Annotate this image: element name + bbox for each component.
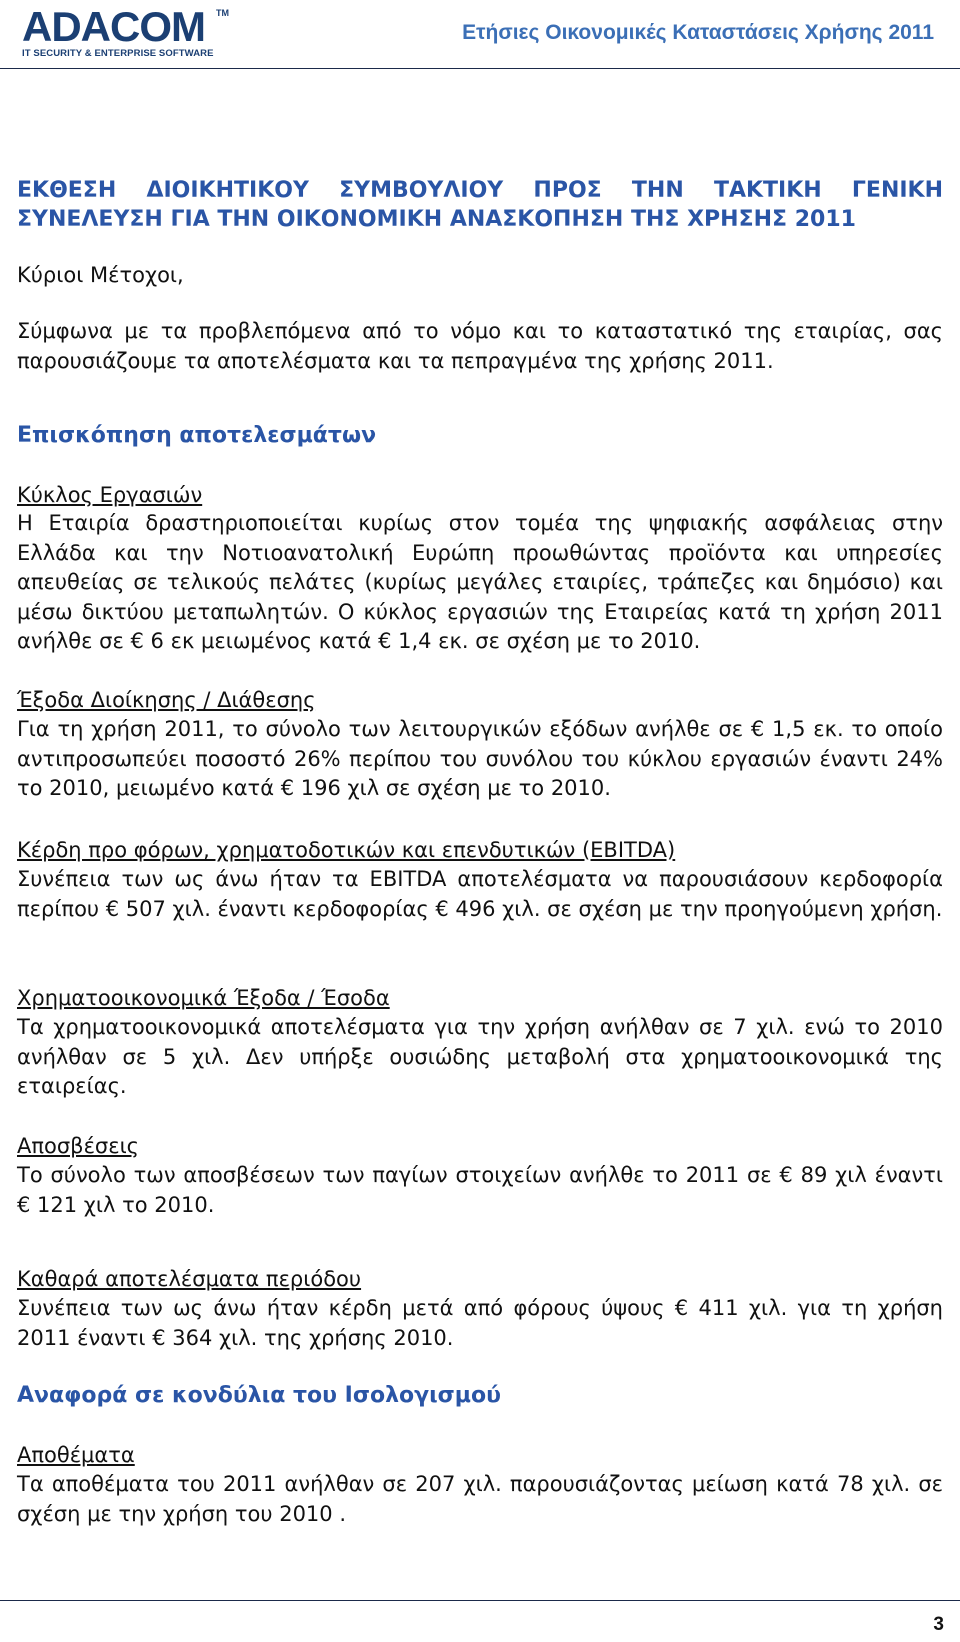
header-divider	[0, 68, 960, 69]
paragraph-depreciation: Το σύνολο των αποσβέσεων των παγίων στοιχείων ανήλθε το 2011 σε € 89 χιλ έναντι € 121 χιλ το 2010.	[17, 1163, 943, 1217]
salutation: Κύριοι Μέτοχοι,	[17, 263, 184, 287]
section-results-overview: Επισκόπηση αποτελεσμάτων	[17, 423, 377, 448]
heading-depreciation: Αποσβέσεις	[17, 1134, 140, 1158]
paragraph-ebitda: Συνέπεια των ως άνω ήταν τα EBITDA αποτελέσματα να παρουσιάσουν κερδοφορία περίπου € 507 χιλ. έναντι κερδοφορίας € 496 χιλ. σε σχέση με την προηγούμενη χρήση.	[17, 867, 943, 921]
document-title: Ετήσιες Οικονομικές Καταστάσεις Χρήσης 2011	[462, 21, 934, 44]
logo-tagline: IT SECURITY & ENTERPRISE SOFTWARE	[22, 48, 214, 59]
heading-net-results: Καθαρά αποτελέσματα περιόδου	[17, 1267, 362, 1291]
heading-ebitda: Κέρδη προ φόρων, χρηματοδοτικών και επενδυτικών (EBITDA)	[17, 838, 676, 862]
adacom-logo	[22, 3, 232, 62]
heading-turnover: Κύκλος Εργασιών	[17, 483, 203, 507]
paragraph-financial: Τα χρηματοοικονομικά αποτελέσματα για την χρήση ανήλθαν σε 7 χιλ. ενώ το 2010 ανήλθαν σε 5 χιλ. Δεν υπήρξε ουσιώδης μεταβολή στα χρηματοοικονομικά της εταιρείας.	[17, 1015, 943, 1098]
heading-inventory: Αποθέματα	[17, 1443, 135, 1467]
page-number: 3	[933, 1614, 944, 1635]
logo-wordmark: ADACOM	[22, 3, 205, 50]
section-balance-sheet: Αναφορά σε κονδύλια του Ισολογισμού	[17, 1383, 501, 1408]
paragraph-admin-expenses: Για τη χρήση 2011, το σύνολο των λειτουργικών εξόδων ανήλθε σε € 1,5 εκ. το οποίο αντιπροσωπεύει ποσοστό 26% περίπου του συνόλου του κύκλου εργασιών έναντι 24% το 2010, μειωμένο κατά € 196 χιλ σε σχέση με το 2010.	[17, 717, 943, 800]
heading-financial: Χρηματοοικονομικά Έξοδα / Έσοδα	[17, 986, 390, 1010]
logo-trademark: TM	[216, 8, 229, 18]
paragraph-turnover: Η Εταιρία δραστηριοποιείται κυρίως στον τομέα της ψηφιακής ασφάλειας στην Ελλάδα και την Νοτιοανατολική Ευρώπη προωθώντας προϊόντα και υπηρεσίες απευθείας σε τελικούς πελάτες (κυρίως μεγάλες εταιρίες, τράπεζες και δημόσιο) και μέσω δικτύου μεταπωλητών. Ο κύκλος εργασιών της Εταιρείας κατά τη χρήση 2011 ανήλθε σε € 6 εκ μειωμένος κατά € 1,4 εκ. σε σχέση με το 2010.	[17, 511, 943, 653]
report-title-line-1: ΕΚΘΕΣΗ ΔΙΟΙΚΗΤΙΚΟΥ ΣΥΜΒΟΥΛΙΟΥ ΠΡΟΣ ΤΗΝ ΤΑΚΤΙΚΗ ΓΕΝΙΚΗ	[17, 178, 943, 203]
paragraph-inventory: Τα αποθέματα του 2011 ανήλθαν σε 207 χιλ. παρουσιάζοντας μείωση κατά 78 χιλ. σε σχέση με την χρήση του 2010 .	[17, 1472, 943, 1526]
page-header	[0, 0, 960, 72]
footer-divider	[0, 1600, 960, 1601]
intro-paragraph: Σύμφωνα με τα προβλεπόμενα από το νόμο και το καταστατικό της εταιρίας, σας παρουσιάζουμε τα αποτελέσματα και τα πεπραγμένα της χρήσης 2011.	[17, 319, 943, 373]
report-title	[17, 176, 943, 234]
heading-admin-expenses: Έξοδα Διοίκησης / Διάθεσης	[17, 688, 316, 712]
paragraph-net-results: Συνέπεια των ως άνω ήταν κέρδη μετά από φόρους ύψους € 411 χιλ. για τη χρήση 2011 έναντι € 364 χιλ. της χρήσης 2010.	[17, 1296, 943, 1350]
report-title-line-2: ΣΥΝΕΛΕΥΣΗ ΓΙΑ ΤΗΝ ΟΙΚΟΝΟΜΙΚΗ ΑΝΑΣΚΟΠΗΣΗ ΤΗΣ ΧΡΗΣΗΣ 2011	[17, 207, 856, 232]
